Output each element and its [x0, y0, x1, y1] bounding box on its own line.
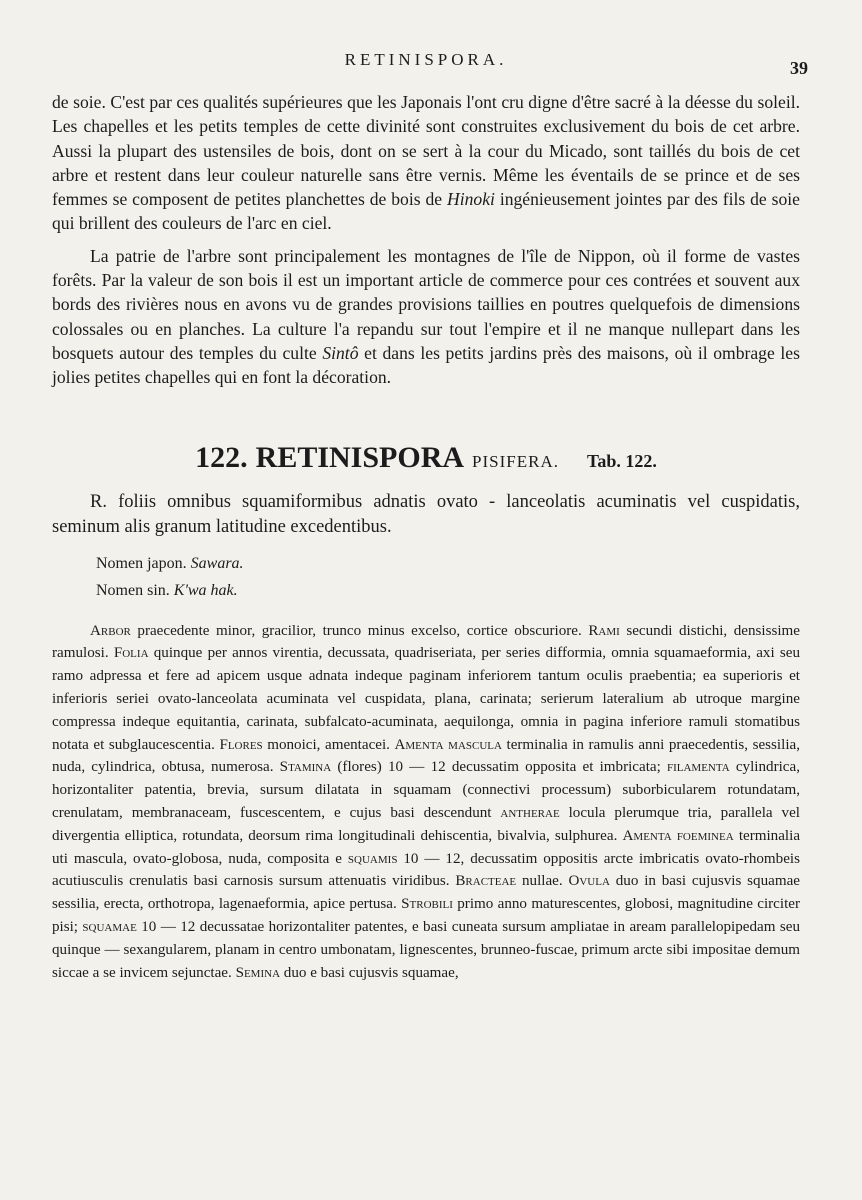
book-page: [52, 50, 808, 984]
text-run: duo in basi cujusvis squamae sessilia, erecta, orthotropa, lagenaeformia, apice pertusa.: [52, 873, 800, 913]
text-run: secundi distichi, densissime ramulosi.: [52, 622, 800, 662]
term-rami: Rami: [588, 622, 620, 639]
term-squamae: squamae: [82, 918, 137, 935]
term-amenta-foeminea: Amenta foeminea: [622, 827, 734, 844]
term-hinoki: Hinoki: [447, 189, 495, 210]
term-sinto: Sintô: [322, 342, 359, 363]
nomen-japanese: [96, 550, 800, 577]
latin-diagnosis: [52, 490, 800, 540]
french-paragraph-2: [52, 244, 800, 390]
term-arbor: Arbor: [90, 622, 131, 639]
species-number: 122.: [195, 440, 248, 474]
text-run: et dans les petits jardins près des maisons, où il ombrage les jolies petites chapelles qui en font la décoration.: [52, 342, 800, 388]
text-run: La patrie de l'arbre sont principalement les montagnes de l'île de Nippon, où il forme de vastes forêts. Par la valeur de son bois il est un important article de commerce pour ces contrées et souvent aux bords des rivières nous en avons vu de grandes provisions taillies en poutres quelquefois de dimensions colossales ou en planches. La culture l'a repandu sur tout l'empire et il ne manque nullepart dans les bosquets autour des temples du culte: [52, 245, 800, 363]
term-flores: Flores: [219, 736, 263, 753]
nomen-value: K'wa hak.: [173, 581, 238, 599]
text-run: nullae.: [521, 873, 563, 890]
nomen-value: Sawara.: [190, 554, 244, 572]
term-strobili: Strobili: [401, 896, 453, 913]
text-run: 10 — 12, decussatim oppositis arcte imbricatis ovato-rhombeis acutiusculis crenulatis basi carnosis sursum attenuatis viridibus.: [52, 850, 800, 890]
term-stamina: Stamina: [279, 759, 332, 776]
latin-description: [52, 620, 800, 985]
text-run: monoici, amentacei.: [267, 736, 390, 753]
text-run: duo e basi cujusvis squamae,: [283, 964, 459, 981]
term-antherae: antherae: [500, 804, 560, 821]
text-run: terminalia in ramulis anni praecedentis, sessilia, nuda, cylindrica, obtusa, numerosa.: [52, 736, 800, 776]
term-ovula: Ovula: [568, 873, 610, 890]
text-run: 10 — 12 decussatae horizontaliter patentes, e basi cuneata sursum ampliatae in aream parallelopipedam seu quinque — sexangularem, planam in centro umbonatam, lignescentes, brunneo-fuscae, primum arcte sibi impositae demum siccae a se invicem sejunctae.: [52, 918, 800, 981]
diagnosis-text: foliis omnibus squamiformibus adnatis ovato - lanceolatis acuminatis vel cuspidatis, seminum alis granum latitudine excedentibus.: [52, 491, 800, 537]
term-semina: Semina: [235, 964, 281, 981]
nomen-label: Nomen sin.: [96, 581, 170, 599]
species-heading: [52, 440, 800, 480]
running-header: [52, 50, 808, 90]
text-run: cylindrica, horizontaliter patentia, brevia, sursum dilatata in squamam (connectivi processum) suborbicularem rotundatam, crenulatam, membranaceam, fuscescentem, e cujus basi descendunt: [52, 759, 800, 821]
vernacular-names: [52, 550, 800, 604]
term-squamis: squamis: [347, 850, 398, 867]
text-run: primo anno maturescentes, globosi, magnitudine circiter pisi;: [52, 896, 800, 935]
species-epithet: PISIFERA.: [472, 451, 559, 471]
french-paragraph-1: [52, 90, 800, 236]
plate-reference: Tab. 122.: [586, 450, 657, 471]
nomen-chinese: [96, 577, 800, 604]
text-run: ingénieusement jointes par des fils de soie qui brillent des couleurs de l'arc en ciel.: [52, 189, 800, 234]
text-run: de soie. C'est par ces qualités supérieures que les Japonais l'ont cru digne d'être sacré à la déesse du soleil. Les chapelles et les petits temples de cette divinité sont construites exclusivement du bois de cet arbre. Aussi la plupart des ustensiles de bois, dont on se sert à la cour du Micado, sont taillés du bois de cet arbre et restent dans leur couleur naturelle sans être vernis. Même les éventails de se prince et de ses femmes se composent de petites planchettes de bois de: [52, 92, 800, 210]
text-run: terminalia uti mascula, ovato-globosa, nuda, composita e: [52, 827, 801, 867]
term-bracteae: Bracteae: [455, 873, 517, 890]
running-title: RETINISPORA.: [344, 50, 508, 69]
term-filamenta: filamenta: [666, 759, 730, 776]
nomen-label: Nomen japon.: [96, 554, 187, 572]
genus-name: RETINISPORA: [255, 440, 465, 474]
text-run: (flores) 10 — 12 decussatim opposita et imbricata;: [337, 759, 661, 776]
page-number: 39: [790, 58, 808, 78]
text-run: locula plerumque tria, parallela vel divergentia elliptica, rotundata, deorsum rima longitudinali dehiscentia, bivalvia, sulphurea.: [52, 804, 800, 844]
text-run: praecedente minor, gracilior, trunco minus excelso, cortice obscuriore.: [137, 622, 582, 639]
text-run: quinque per annos virentia, decussata, quadriseriata, per series difformia, omnia squamaeformia, axi seu ramo adpressa et fere ad apicem usque adnata indeque paginam inferiorem tantum oculis praebentia; ea superioris et inferioris seriei ovato-lanceolata acuminata vel cuspidata, plana, carinata; serierum lateralium ab utroque margine compressa indeque equitantia, carinata, subfalcato-acuminata, aequilonga, omnia in pagina inferiore ramuli stomatibus notata et subglaucescentia.: [52, 645, 800, 753]
term-folia: Folia: [113, 645, 149, 662]
term-amenta-mascula: Amenta mascula: [394, 736, 502, 753]
diagnosis-letter: R.: [90, 491, 107, 512]
